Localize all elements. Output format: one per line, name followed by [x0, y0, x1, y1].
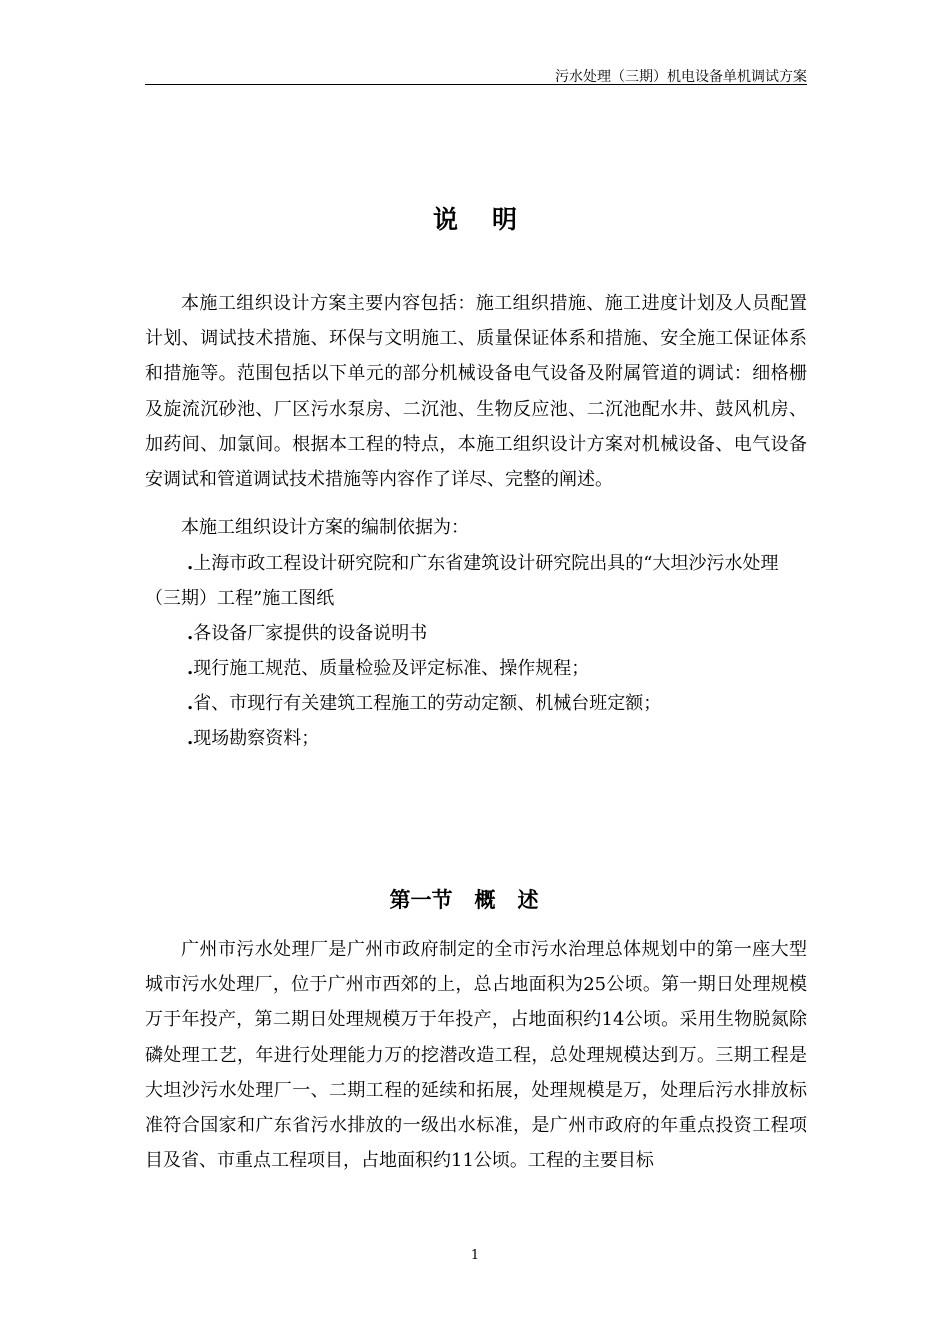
bullet-dot: . [187, 693, 194, 714]
basis-item-text: 各设备厂家提供的设备说明书 [193, 623, 428, 644]
document-title: 说明 [432, 205, 551, 234]
basis-intro-paragraph: 本施工组织设计方案的编制依据为： [181, 517, 469, 538]
basis-item-1 [145, 546, 807, 616]
basis-item-text: 现场勘察资料； [193, 728, 320, 749]
running-title: 污水处理（三期）机电设备单机调试方案 [555, 69, 807, 85]
section-heading [0, 884, 950, 914]
section-label: 第一节 [389, 888, 453, 912]
bullet-dot: . [187, 658, 194, 679]
bullet-dot: . [187, 553, 194, 574]
section-name: 概述 [474, 888, 561, 912]
basis-item-text: 省、市现行有关建筑工程施工的劳动定额、机械台班定额； [193, 693, 662, 714]
basis-item-3 [187, 651, 807, 686]
basis-item-text: 上海市政工程设计研究院和广东省建筑设计研究院出具的“大坦沙污水处理（三期）工程”施工图纸 [145, 553, 779, 610]
basis-item-text: 现行施工规范、质量检验及评定标准、操作规程； [193, 658, 590, 679]
basis-item-5 [187, 721, 807, 756]
overview-paragraph: 广州市污水处理厂是广州市政府制定的全市污水治理总体规划中的第一座大型城市污水处理厂，位于广州市西郊的上，总占地面积为25公顷。第一期日处理规模万于年投产，第二期日处理规模万于年投产，占地面积约14公顷。采用生物脱氮除磷处理工艺，年进行处理能力万的挖潜改造工程，总处理规模达到万。三期工程是大坦沙污水处理厂一、二期工程的延续和拓展，处理规模是万，处理后污水排放标准符合国家和广东省污水排放的一级出水标准，是广州市政府的年重点投资工程项目及省、市重点工程项目，占地面积约11公顷。工程的主要目标 [145, 939, 807, 1172]
bullet-dot: . [187, 623, 194, 644]
bullet-dot: . [187, 728, 194, 749]
page-header [145, 64, 807, 85]
basis-item-2 [187, 616, 807, 651]
intro-paragraph: 本施工组织设计方案主要内容包括：施工组织措施、施工进度计划及人员配置计划、调试技术措施、环保与文明施工、质量保证体系和措施、安全施工保证体系和措施等。范围包括以下单元的部分机械设备电气设备及附属管道的调试：细格栅及旋流沉砂池、厂区污水泵房、二沉池、生物反应池、二沉池配水井、鼓风机房、加药间、加氯间。根据本工程的特点，本施工组织设计方案对机械设备、电气设备安调试和管道调试技术措施等内容作了详尽、完整的阐述。 [145, 293, 807, 491]
page-number: 1 [470, 1248, 480, 1263]
basis-item-4 [187, 686, 807, 721]
